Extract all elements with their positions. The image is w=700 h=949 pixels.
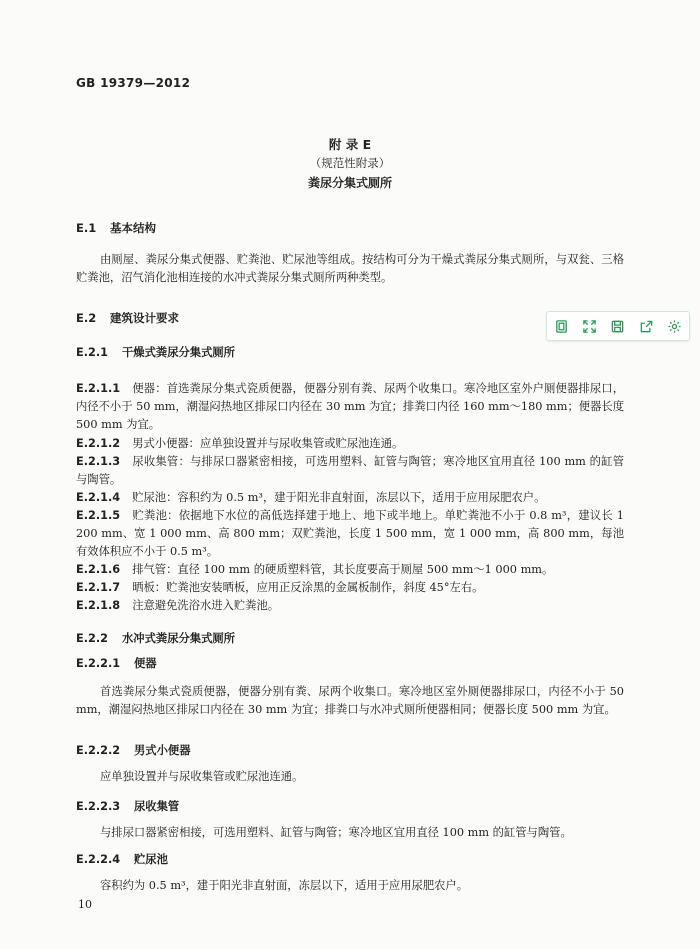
section-number: E.1 [76,221,97,235]
save-button[interactable] [609,317,627,335]
settings-button[interactable] [666,317,684,335]
subsection-title: 水冲式粪尿分集式厕所 [122,632,235,645]
subsection-heading-e21 [76,344,235,360]
section-number: E.2 [76,311,97,325]
subsection-number: E.2.1 [76,346,109,359]
paragraph-e1: 由厕屋、粪尿分集式便器、贮粪池、贮尿池等组成。按结构可分为干燥式粪尿分集式厕所，与双瓮、三格贮粪池，沼气消化池相连接的水冲式粪尿分集式厕所两种类型。 [76,253,624,284]
share-icon [639,319,654,334]
section-heading-e2 [76,310,179,326]
clause-text: 便器：首选粪尿分集式瓷质便器，便器分别有粪、尿两个收集口。寒冷地区室外户厕便器排尿口，内径不小于 50 mm，潮湿闷热地区排尿口内径在 30 mm 为宜；排粪口内径 160 mm～180 mm；便器长度 500 mm 为宜。 [76,382,624,431]
clause-number: E.2.1.2 [76,437,121,450]
clause-number: E.2.1.7 [76,581,121,594]
clause-number: E.2.2.4 [76,853,121,866]
fullscreen-button[interactable] [581,317,599,335]
clause-e214 [76,489,624,507]
clause-heading-e224 [76,851,168,867]
clause-title: 便器 [134,657,157,670]
clause-heading-e221 [76,655,157,671]
section-heading-e1 [76,220,156,236]
floating-toolbar [546,311,690,341]
paragraph-e221: 首选粪尿分集式瓷质便器，便器分别有粪、尿两个收集口。寒冷地区室外厕便器排尿口，内径不小于 50 mm，潮湿闷热地区排尿口内径在 30 mm 为宜；排粪口与水冲式厕所便器相同；便器长度 500 mm 为宜。 [76,685,624,716]
clause-title: 男式小便器 [134,744,191,757]
clause-e218 [76,597,624,615]
clause-text: 贮粪池：依据地下水位的高低选择建于地上、地下或半地上。单贮粪池不小于 0.8 m³，建议长 1 200 mm、宽 1 000 mm、高 800 mm；双贮粪池，长度 1 500 mm，宽 1 000 mm，高 800 mm，每池有效体积应不小于 0.5 m³。 [76,509,624,558]
clause-e217 [76,579,624,597]
paragraph-e223: 与排尿口器紧密相接，可选用塑料、缸管与陶管；寒冷地区宜用直径 100 mm 的缸管与陶管。 [100,826,572,839]
clause-title: 尿收集管 [134,800,180,813]
clause-number: E.2.1.8 [76,599,121,612]
clause-number: E.2.1.1 [76,382,121,395]
appendix-title: 粪尿分集式厕所 [307,176,392,190]
clause-heading-e222 [76,742,191,758]
standard-code: GB 19379—2012 [76,76,191,90]
clause-number: E.2.2.3 [76,800,121,813]
clause-number: E.2.2.1 [76,657,121,670]
clause-e213 [76,453,624,489]
subsection-heading-e22 [76,630,235,646]
clause-number: E.2.1.6 [76,563,121,576]
clause-text: 排气管：直径 100 mm 的硬质塑料管，其长度要高于厕屋 500 mm～1 000 mm。 [132,563,554,576]
clause-e215 [76,507,624,561]
paragraph-e222: 应单独设置并与尿收集管或贮尿池连通。 [100,770,304,783]
clause-e216 [76,561,624,579]
fullscreen-icon [582,319,597,334]
fit-page-button[interactable] [552,317,570,335]
share-button[interactable] [637,317,655,335]
clause-text: 晒板：贮粪池安装晒板，应用正反涂黑的金属板制作，斜度 45°左右。 [132,581,484,594]
clause-number: E.2.1.3 [76,455,121,468]
clause-text: 注意避免洗浴水进入贮粪池。 [132,599,280,612]
clause-e212 [76,435,624,453]
clause-number: E.2.1.5 [76,509,121,522]
paragraph-e224: 容积约为 0.5 m³，建于阳光非直射面，冻层以下，适用于应用尿肥农户。 [100,879,469,892]
clause-e211 [76,380,624,434]
clause-title: 贮尿池 [134,853,168,866]
subsection-title: 干燥式粪尿分集式厕所 [122,346,235,359]
appendix-nature: （规范性附录） [309,156,391,170]
clause-heading-e223 [76,798,179,814]
clause-number: E.2.2.2 [76,744,121,757]
clause-text: 男式小便器：应单独设置并与尿收集管或贮尿池连通。 [132,437,404,450]
section-title: 建筑设计要求 [110,311,179,325]
fit-page-icon [554,319,569,334]
page-number: 10 [78,898,92,911]
subsection-number: E.2.2 [76,632,109,645]
clause-text: 贮尿池：容积约为 0.5 m³，建于阳光非直射面，冻层以下，适用于应用尿肥农户。 [132,491,546,504]
section-title: 基本结构 [110,221,156,235]
clause-number: E.2.1.4 [76,491,121,504]
settings-icon [667,319,682,334]
appendix-label: 附 录 E [328,137,372,152]
clause-text: 尿收集管：与排尿口器紧密相接，可选用塑料、缸管与陶管；寒冷地区宜用直径 100 mm 的缸管与陶管。 [76,455,624,486]
save-icon [610,319,625,334]
